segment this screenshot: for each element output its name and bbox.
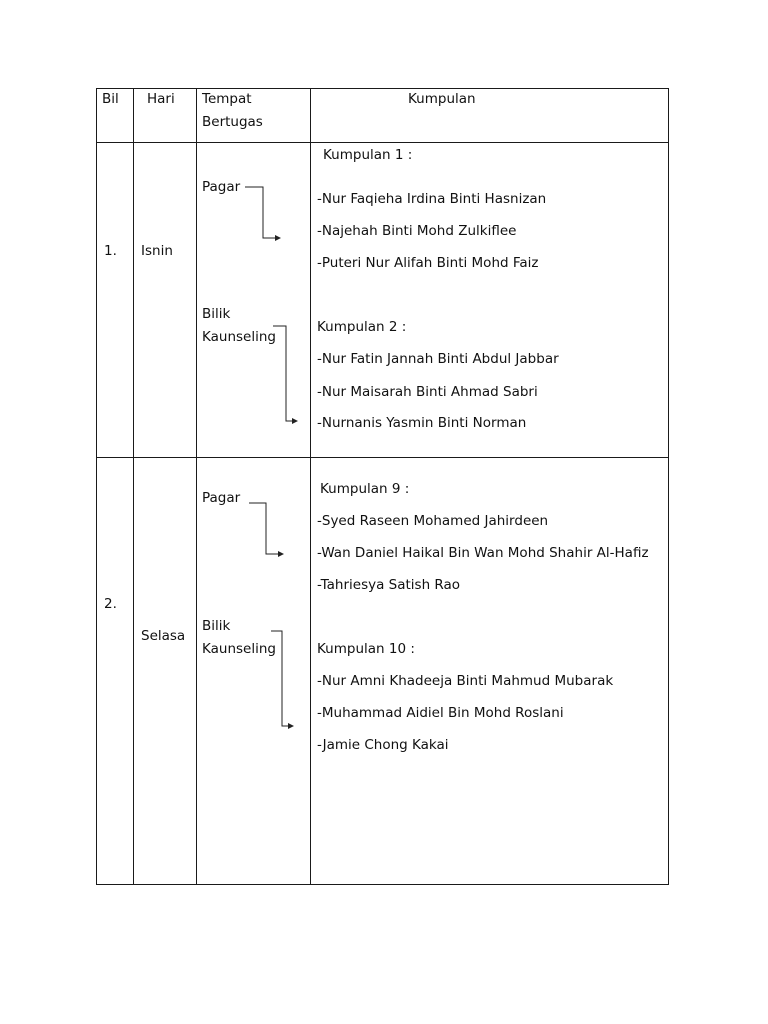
- column-divider-2: [196, 88, 197, 885]
- group-member: -Tahriesya Satish Rao: [317, 577, 461, 593]
- place-bilik: Bilik: [202, 618, 231, 634]
- row-day: Isnin: [141, 243, 173, 259]
- group-member: -Najehah Binti Mohd Zulkiflee: [317, 223, 517, 239]
- arrowhead-icon: [288, 723, 294, 729]
- place-bilik: Bilik: [202, 306, 231, 322]
- place-pagar: Pagar: [202, 179, 241, 195]
- row-number: 1.: [104, 243, 117, 259]
- group-member: -Nur Fatin Jannah Binti Abdul Jabbar: [317, 351, 559, 367]
- group-member: -Nur Faqieha Irdina Binti Hasnizan: [317, 191, 547, 207]
- group-member: -Nur Maisarah Binti Ahmad Sabri: [317, 384, 538, 400]
- arrowhead-icon: [278, 551, 284, 557]
- group-title: Kumpulan 10 :: [317, 641, 415, 657]
- table-border-left: [96, 88, 97, 885]
- group-member: -Puteri Nur Alifah Binti Mohd Faiz: [317, 255, 539, 271]
- row-number: 2.: [104, 596, 117, 612]
- place-pagar: Pagar: [202, 490, 241, 506]
- arrow-icon: [273, 326, 295, 421]
- group-member: -Nurnanis Yasmin Binti Norman: [317, 415, 527, 431]
- column-divider-1: [133, 88, 134, 885]
- arrowhead-icon: [292, 418, 298, 424]
- group-member: -Wan Daniel Haikal Bin Wan Mohd Shahir Al-Hafiz: [317, 545, 649, 561]
- table-border-bottom: [96, 884, 669, 885]
- arrow-icon: [249, 503, 281, 554]
- header-tempat: Tempat: [202, 91, 252, 107]
- group-member: -Muhammad Aidiel Bin Mohd Roslani: [317, 705, 564, 721]
- group-title: Kumpulan 9 :: [320, 481, 410, 497]
- group-member: -Nur Amni Khadeeja Binti Mahmud Mubarak: [317, 673, 614, 689]
- place-kaunseling: Kaunseling: [202, 329, 276, 345]
- header-bil: Bil: [102, 91, 119, 107]
- header-kumpulan: Kumpulan: [408, 91, 476, 107]
- table-border-right: [668, 88, 669, 885]
- header-hari: Hari: [147, 91, 175, 107]
- group-member: -Jamie Chong Kakai: [317, 737, 449, 753]
- group-member: -Syed Raseen Mohamed Jahirdeen: [317, 513, 549, 529]
- row-day: Selasa: [141, 628, 186, 644]
- row-divider: [96, 457, 669, 458]
- arrow-icon: [245, 187, 278, 238]
- header-bertugas: Bertugas: [202, 114, 263, 130]
- table-border-top: [96, 88, 669, 89]
- arrowhead-icon: [275, 235, 281, 241]
- group-title: Kumpulan 2 :: [317, 319, 407, 335]
- place-kaunseling: Kaunseling: [202, 641, 276, 657]
- group-title: Kumpulan 1 :: [323, 147, 413, 163]
- header-divider: [96, 142, 669, 143]
- column-divider-3: [310, 88, 311, 885]
